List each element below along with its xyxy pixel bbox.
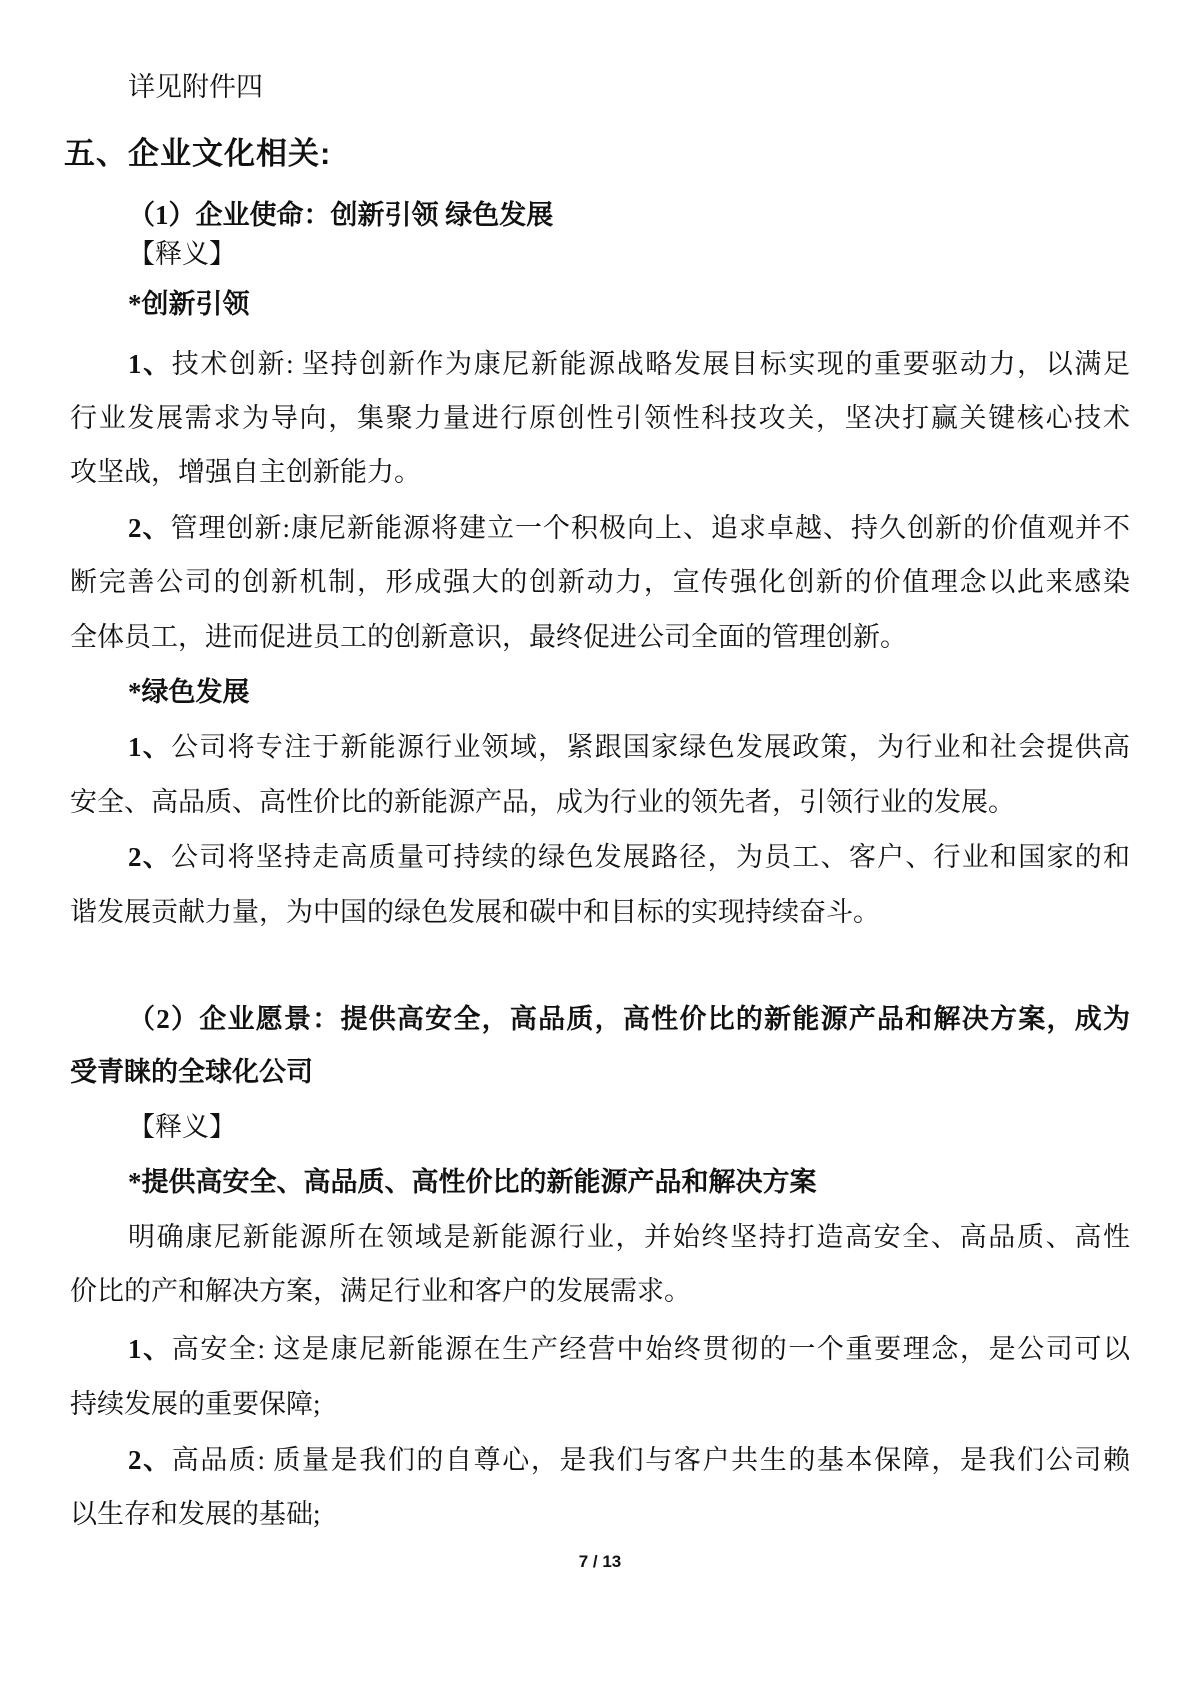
paragraph-line: 1、技术创新: 坚持创新作为康尼新能源战略发展目标实现的重要驱动力，以满足 — [128, 349, 1131, 379]
page-number: 7 / 13 — [578, 1552, 622, 1571]
paragraph-line: 持续发展的重要保障; — [70, 1389, 321, 1419]
paragraph-line: 2、公司将坚持走高质量可持续的绿色发展路径，为员工、客户、行业和国家的和 — [128, 842, 1131, 872]
paragraph-line: 断完善公司的创新机制，形成强大的创新动力，宣传强化创新的价值理念以此来感染 — [70, 567, 1130, 597]
subsection-2-heading-line1: （2）企业愿景：提供高安全，高品质，高性价比的新能源产品和解决方案，成为 — [128, 1004, 1131, 1034]
paragraph-line: 谐发展贡献力量，为中国的绿色发展和碳中和目标的实现持续奋斗。 — [70, 897, 880, 927]
section-heading: 五、企业文化相关: — [64, 136, 332, 171]
paragraph-line: 安全、高品质、高性价比的新能源产品，成为行业的领先者，引领行业的发展。 — [70, 787, 1015, 817]
see-attachment-note: 详见附件四 — [128, 72, 263, 102]
paragraph-line: 行业发展需求为导向，集聚力量进行原创性引领性科技攻关，坚决打赢关键核心技术 — [70, 403, 1130, 433]
paragraph-line: 价比的产和解决方案，满足行业和客户的发展需求。 — [70, 1276, 691, 1306]
definition-label: 【释义】 — [128, 1112, 236, 1142]
paragraph-line: 1、公司将专注于新能源行业领域，紧跟国家绿色发展政策，为行业和社会提供高 — [128, 732, 1131, 762]
paragraph-line: 明确康尼新能源所在领域是新能源行业，并始终坚持打造高安全、高品质、高性 — [128, 1222, 1130, 1252]
paragraph-line: 2、管理创新:康尼新能源将建立一个积极向上、追求卓越、持久创新的价值观并不 — [128, 513, 1130, 543]
paragraph-line: 全体员工，进而促进员工的创新意识，最终促进公司全面的管理创新。 — [70, 622, 907, 652]
keyword-vision: *提供高安全、高品质、高性价比的新能源产品和解决方案 — [128, 1167, 817, 1197]
definition-label: 【释义】 — [128, 239, 236, 269]
keyword-green-development: *绿色发展 — [128, 677, 250, 707]
paragraph-line: 2、高品质: 质量是我们的自尊心，是我们与客户共生的基本保障，是我们公司赖 — [128, 1445, 1131, 1475]
paragraph-line: 1、高安全: 这是康尼新能源在生产经营中始终贯彻的一个重要理念，是公司可以 — [128, 1334, 1131, 1364]
paragraph-line: 以生存和发展的基础; — [70, 1499, 321, 1529]
subsection-2-heading-line2: 受青睐的全球化公司 — [70, 1057, 313, 1087]
paragraph-line: 攻坚战，增强自主创新能力。 — [70, 457, 421, 487]
keyword-innovation-lead: *创新引领 — [128, 289, 250, 319]
subsection-1-heading: （1）企业使命：创新引领 绿色发展 — [128, 200, 554, 230]
